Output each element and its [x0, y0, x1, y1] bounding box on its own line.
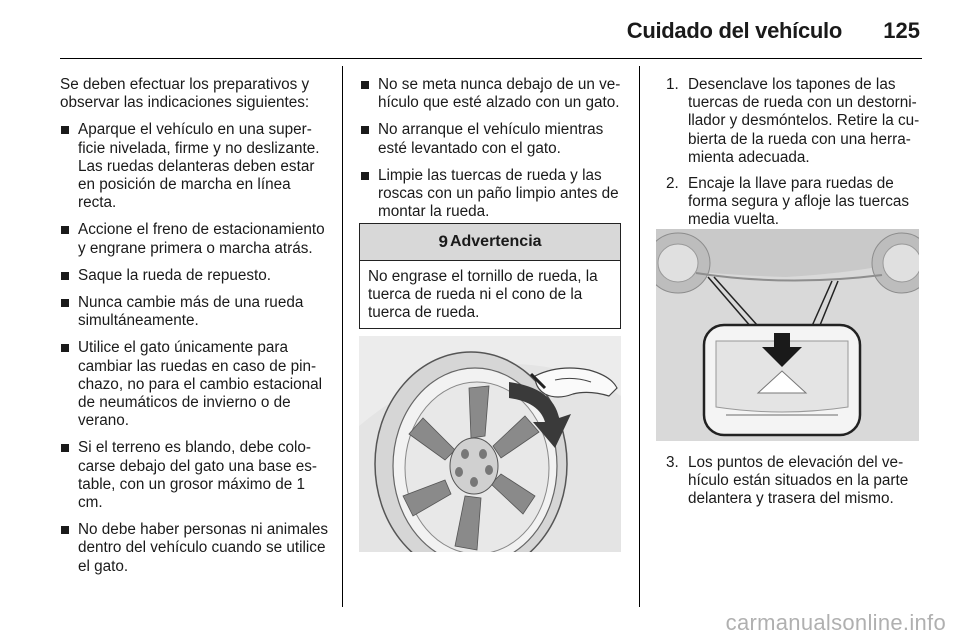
bullet-square-icon — [361, 172, 369, 180]
list-item: Saque la rueda de repuesto. — [60, 267, 328, 285]
list-item: No se meta nunca debajo de un vehículo que esté alzado con un gato. — [360, 76, 624, 112]
step-item: 3. Los puntos de elevación del vehículo están situados en la parte delantera y trasera del mismo. — [666, 454, 909, 508]
column-3-lower — [666, 454, 922, 517]
bullet-square-icon — [361, 81, 369, 89]
warning-header — [360, 224, 620, 261]
list-item: Accione el freno de estacionamiento y engrane primera o marcha atrás. — [60, 221, 328, 257]
bullet-square-icon — [61, 226, 69, 234]
column-2 — [360, 76, 624, 230]
warning-text: No engrase el tornillo de rueda, la tuerca de rueda ni el cono de la tuerca de rueda. — [368, 268, 598, 322]
bullet-square-icon — [61, 126, 69, 134]
column-3 — [666, 76, 922, 238]
bullet-square-icon — [61, 344, 69, 352]
steps-list-continued — [666, 454, 922, 509]
jacking-point-illustration — [656, 229, 919, 441]
page-number: 125 — [883, 18, 920, 43]
list-item: Si el terreno es blando, debe colocarse debajo del gato una base estable, con un grosor máximo de 1 cm. — [60, 439, 328, 512]
list-item: Utilice el gato únicamente para cambiar las ruedas en caso de pinchazo, no para el cambio estacional de neumáticos de invierno o de verano. — [60, 339, 328, 430]
bullet-square-icon — [61, 272, 69, 280]
column-1 — [60, 76, 328, 585]
warning-title: Advertencia — [449, 233, 542, 250]
header-rule — [60, 58, 922, 59]
list-item: Aparque el vehículo en una superficie nivelada, firme y no deslizante. Las ruedas delanteras deben estar en posición de marcha en línea recta. — [60, 121, 328, 212]
list-item: No debe haber personas ni animales dentro del vehículo cuando se utilice el gato. — [60, 521, 328, 576]
bullet-square-icon — [61, 444, 69, 452]
safety-list — [360, 76, 624, 221]
intro-paragraph: Se deben efectuar los preparativos y observar las indicaciones siguientes: — [60, 76, 310, 112]
watermark-link[interactable]: carmanualsonline.info — [725, 610, 946, 635]
list-item: Nunca cambie más de una rueda simultáneamente. — [60, 294, 328, 330]
steps-list — [666, 76, 922, 230]
bullet-square-icon — [361, 126, 369, 134]
page-header — [0, 0, 960, 62]
step-item: 1. Desenclave los tapones de las tuercas de rueda con un destornillador y desmóntelos. Retire la cubierta de la rueda con una herramienta adecuada. — [666, 76, 920, 166]
column-divider-1 — [342, 66, 343, 607]
list-item: No arranque el vehículo mientras esté levantado con el gato. — [360, 121, 624, 157]
wheel-cover-illustration — [359, 336, 621, 552]
column-divider-2 — [639, 66, 640, 607]
preparation-list — [60, 121, 328, 575]
bullet-square-icon — [61, 299, 69, 307]
list-item: Limpie las tuercas de rueda y las roscas con un paño limpio antes de montar la rueda. — [360, 167, 624, 222]
bullet-square-icon — [61, 526, 69, 534]
warning-icon: 9 — [438, 232, 448, 251]
warning-box — [359, 223, 621, 329]
section-title: Cuidado del vehículo — [626, 18, 842, 43]
step-item: 2. Encaje la llave para ruedas de forma segura y afloje las tuercas media vuelta. — [666, 175, 910, 229]
